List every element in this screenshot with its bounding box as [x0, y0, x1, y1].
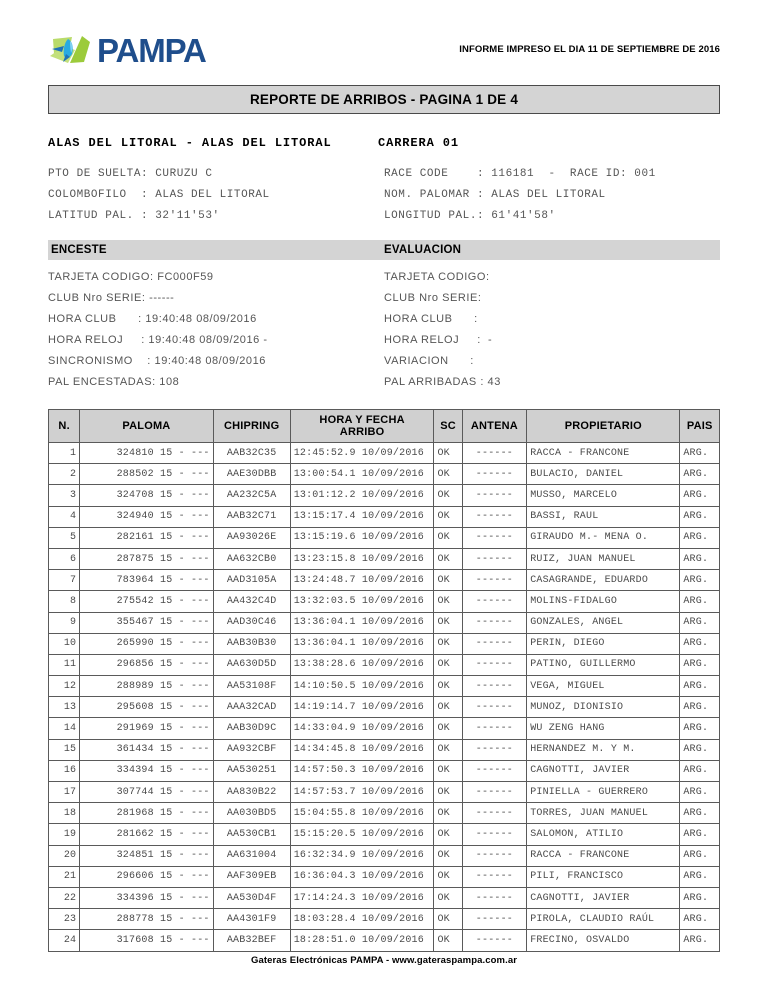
cell-pais: ARG.	[680, 676, 720, 697]
cell-antena: ------	[462, 443, 527, 464]
cell-hora-arribo: 14:10:50.5 10/09/2016	[290, 676, 434, 697]
cell-numero: 22	[49, 887, 80, 908]
cell-propietario: VEGA, MIGUEL	[527, 676, 680, 697]
cell-hora-arribo: 16:32:34.9 10/09/2016	[290, 845, 434, 866]
cell-paloma: 355467 15 - ---	[80, 612, 213, 633]
race-info-left-column	[48, 164, 384, 227]
column-header-hora-line1: HORA Y FECHA	[319, 414, 405, 426]
brand-logo	[48, 32, 206, 68]
cell-chipring: AAB32BEF	[213, 930, 290, 951]
cell-chipring: AAE30DBB	[213, 464, 290, 485]
enceste-column	[48, 267, 384, 393]
cell-pais: ARG.	[680, 570, 720, 591]
cell-pais: ARG.	[680, 443, 720, 464]
cell-numero: 24	[49, 930, 80, 951]
page-title: REPORTE DE ARRIBOS - PAGINA 1 DE 4	[249, 92, 519, 107]
cell-paloma: 324708 15 - ---	[80, 485, 213, 506]
race-info-row: LATITUD PAL. : 32'11'53'	[48, 210, 220, 222]
table-row	[49, 718, 720, 739]
table-row	[49, 803, 720, 824]
evaluacion-row: CLUB Nro SERIE:	[384, 292, 482, 304]
table-row	[49, 887, 720, 908]
cell-chipring: AAB30D9C	[213, 718, 290, 739]
cell-propietario: PERIN, DIEGO	[527, 633, 680, 654]
evaluacion-row: HORA CLUB :	[384, 313, 478, 325]
cell-hora-arribo: 17:14:24.3 10/09/2016	[290, 887, 434, 908]
cell-pais: ARG.	[680, 527, 720, 548]
race-info-row: LONGITUD PAL.: 61'41'58'	[384, 210, 556, 222]
cell-sc: OK	[434, 782, 462, 803]
cell-pais: ARG.	[680, 845, 720, 866]
table-row	[49, 548, 720, 569]
cell-chipring: AA93026E	[213, 527, 290, 548]
cell-paloma: 783964 15 - ---	[80, 570, 213, 591]
cell-antena: ------	[462, 676, 527, 697]
cell-hora-arribo: 13:36:04.1 10/09/2016	[290, 612, 434, 633]
cell-numero: 20	[49, 845, 80, 866]
table-row	[49, 760, 720, 781]
enceste-row: TARJETA CODIGO: FC000F59	[48, 271, 214, 283]
table-row	[49, 633, 720, 654]
cell-hora-arribo: 13:01:12.2 10/09/2016	[290, 485, 434, 506]
cell-chipring: AA232C5A	[213, 485, 290, 506]
table-row	[49, 570, 720, 591]
cell-chipring: AA53108F	[213, 676, 290, 697]
cell-chipring: AA830B22	[213, 782, 290, 803]
race-info-grid	[48, 164, 720, 227]
cell-propietario: BULACIO, DANIEL	[527, 464, 680, 485]
cell-numero: 11	[49, 654, 80, 675]
cell-chipring: AAD3105A	[213, 570, 290, 591]
cell-pais: ARG.	[680, 782, 720, 803]
page-footer	[0, 955, 768, 966]
column-header-hora-line2: ARRIBO	[339, 426, 385, 438]
table-row	[49, 930, 720, 951]
enceste-row: HORA RELOJ : 19:40:48 08/09/2016 -	[48, 334, 268, 346]
cell-numero: 16	[49, 760, 80, 781]
cell-antena: ------	[462, 654, 527, 675]
cell-paloma: 296606 15 - ---	[80, 866, 213, 887]
table-row	[49, 443, 720, 464]
cell-paloma: 288989 15 - ---	[80, 676, 213, 697]
table-row	[49, 676, 720, 697]
cell-paloma: 281968 15 - ---	[80, 803, 213, 824]
masthead	[48, 0, 720, 73]
cell-propietario: GIRAUDO M.- MENA O.	[527, 527, 680, 548]
cell-antena: ------	[462, 887, 527, 908]
cell-pais: ARG.	[680, 930, 720, 951]
cell-antena: ------	[462, 506, 527, 527]
cell-propietario: GONZALES, ANGEL	[527, 612, 680, 633]
table-row	[49, 866, 720, 887]
cell-propietario: WU ZENG HANG	[527, 718, 680, 739]
cell-sc: OK	[434, 506, 462, 527]
cell-chipring: AAA32CAD	[213, 697, 290, 718]
cell-numero: 3	[49, 485, 80, 506]
cell-chipring: AA630D5D	[213, 654, 290, 675]
cell-sc: OK	[434, 591, 462, 612]
cell-propietario: MUSSO, MARCELO	[527, 485, 680, 506]
cell-sc: OK	[434, 930, 462, 951]
cell-sc: OK	[434, 443, 462, 464]
cell-hora-arribo: 13:15:17.4 10/09/2016	[290, 506, 434, 527]
cell-hora-arribo: 18:28:51.0 10/09/2016	[290, 930, 434, 951]
arrivals-table	[48, 409, 720, 952]
evaluacion-row: PAL ARRIBADAS : 43	[384, 376, 501, 388]
cell-pais: ARG.	[680, 718, 720, 739]
cell-numero: 19	[49, 824, 80, 845]
cell-numero: 18	[49, 803, 80, 824]
cell-paloma: 265990 15 - ---	[80, 633, 213, 654]
cell-pais: ARG.	[680, 464, 720, 485]
race-info-row: PTO DE SUELTA: CURUZU C	[48, 168, 213, 180]
cell-hora-arribo: 15:04:55.8 10/09/2016	[290, 803, 434, 824]
cell-propietario: PATINO, GUILLERMO	[527, 654, 680, 675]
cell-pais: ARG.	[680, 866, 720, 887]
cell-numero: 7	[49, 570, 80, 591]
cell-numero: 12	[49, 676, 80, 697]
cell-antena: ------	[462, 464, 527, 485]
section-header-bar	[48, 240, 720, 260]
cell-propietario: CASAGRANDE, EDUARDO	[527, 570, 680, 591]
brand-name: PAMPA	[97, 31, 206, 69]
cell-hora-arribo: 13:23:15.8 10/09/2016	[290, 548, 434, 569]
cell-pais: ARG.	[680, 760, 720, 781]
cell-numero: 1	[49, 443, 80, 464]
cell-chipring: AAB32C71	[213, 506, 290, 527]
cell-chipring: AA631004	[213, 845, 290, 866]
arrivals-table-body	[49, 443, 720, 952]
cell-hora-arribo: 12:45:52.9 10/09/2016	[290, 443, 434, 464]
cell-antena: ------	[462, 591, 527, 612]
column-header-propietario: PROPIETARIO	[527, 410, 680, 443]
footer-text: Gateras Electrónicas PAMPA - www.gateraspampa.com.ar	[250, 955, 517, 966]
race-heading	[48, 136, 720, 150]
cell-sc: OK	[434, 697, 462, 718]
cell-propietario: RACCA - FRANCONE	[527, 443, 680, 464]
cell-propietario: PIROLA, CLAUDIO RAÚL	[527, 909, 680, 930]
column-header-hora-fecha-arribo	[290, 410, 434, 443]
cell-chipring: AA030BD5	[213, 803, 290, 824]
column-header-paloma: PALOMA	[80, 410, 213, 443]
cell-sc: OK	[434, 909, 462, 930]
cell-antena: ------	[462, 824, 527, 845]
cell-numero: 2	[49, 464, 80, 485]
cell-paloma: 288778 15 - ---	[80, 909, 213, 930]
enceste-row: HORA CLUB : 19:40:48 08/09/2016	[48, 313, 257, 325]
cell-chipring: AAD30C46	[213, 612, 290, 633]
table-row	[49, 845, 720, 866]
cell-numero: 5	[49, 527, 80, 548]
cell-propietario: HERNANDEZ M. Y M.	[527, 739, 680, 760]
cell-numero: 21	[49, 866, 80, 887]
cell-antena: ------	[462, 697, 527, 718]
cell-paloma: 287875 15 - ---	[80, 548, 213, 569]
cell-antena: ------	[462, 760, 527, 781]
cell-hora-arribo: 13:32:03.5 10/09/2016	[290, 591, 434, 612]
cell-chipring: AAB30B30	[213, 633, 290, 654]
evaluacion-row: VARIACION :	[384, 355, 474, 367]
cell-antena: ------	[462, 570, 527, 591]
cell-numero: 15	[49, 739, 80, 760]
section-details-grid	[48, 267, 720, 393]
cell-hora-arribo: 14:19:14.7 10/09/2016	[290, 697, 434, 718]
cell-pais: ARG.	[680, 612, 720, 633]
cell-pais: ARG.	[680, 654, 720, 675]
cell-chipring: AA530CB1	[213, 824, 290, 845]
cell-sc: OK	[434, 803, 462, 824]
cell-numero: 6	[49, 548, 80, 569]
cell-paloma: 282161 15 - ---	[80, 527, 213, 548]
cell-pais: ARG.	[680, 548, 720, 569]
cell-paloma: 288502 15 - ---	[80, 464, 213, 485]
cell-hora-arribo: 13:00:54.1 10/09/2016	[290, 464, 434, 485]
cell-propietario: SALOMON, ATILIO	[527, 824, 680, 845]
enceste-row: SINCRONISMO : 19:40:48 08/09/2016	[48, 355, 266, 367]
cell-sc: OK	[434, 527, 462, 548]
race-info	[48, 136, 720, 227]
cell-pais: ARG.	[680, 887, 720, 908]
cell-sc: OK	[434, 654, 462, 675]
cell-chipring: AA530251	[213, 760, 290, 781]
cell-numero: 17	[49, 782, 80, 803]
cell-paloma: 296856 15 - ---	[80, 654, 213, 675]
table-row	[49, 612, 720, 633]
table-row	[49, 506, 720, 527]
cell-antena: ------	[462, 548, 527, 569]
table-row	[49, 697, 720, 718]
race-info-row: RACE CODE : 116181 - RACE ID: 001	[384, 168, 656, 180]
cell-paloma: 361434 15 - ---	[80, 739, 213, 760]
cell-numero: 10	[49, 633, 80, 654]
table-row	[49, 782, 720, 803]
cell-propietario: BASSI, RAUL	[527, 506, 680, 527]
cell-pais: ARG.	[680, 739, 720, 760]
race-info-row: COLOMBOFILO : ALAS DEL LITORAL	[48, 189, 270, 201]
column-header-pais: PAIS	[680, 410, 720, 443]
enceste-row: PAL ENCESTADAS: 108	[48, 376, 180, 388]
cell-pais: ARG.	[680, 824, 720, 845]
cell-numero: 8	[49, 591, 80, 612]
cell-sc: OK	[434, 570, 462, 591]
cell-hora-arribo: 16:36:04.3 10/09/2016	[290, 866, 434, 887]
cell-hora-arribo: 14:57:53.7 10/09/2016	[290, 782, 434, 803]
cell-antena: ------	[462, 718, 527, 739]
cell-hora-arribo: 14:33:04.9 10/09/2016	[290, 718, 434, 739]
cell-numero: 14	[49, 718, 80, 739]
cell-pais: ARG.	[680, 485, 720, 506]
carrera-label: CARRERA 01	[378, 136, 460, 150]
cell-sc: OK	[434, 824, 462, 845]
cell-antena: ------	[462, 739, 527, 760]
cell-pais: ARG.	[680, 591, 720, 612]
column-header-numero: N.	[49, 410, 80, 443]
cell-propietario: TORRES, JUAN MANUEL	[527, 803, 680, 824]
cell-hora-arribo: 13:24:48.7 10/09/2016	[290, 570, 434, 591]
cell-hora-arribo: 15:15:20.5 10/09/2016	[290, 824, 434, 845]
cell-propietario: CAGNOTTI, JAVIER	[527, 760, 680, 781]
cell-chipring: AA632CB0	[213, 548, 290, 569]
cell-paloma: 334394 15 - ---	[80, 760, 213, 781]
cell-paloma: 334396 15 - ---	[80, 887, 213, 908]
evaluacion-column	[384, 267, 720, 393]
table-row	[49, 464, 720, 485]
cell-sc: OK	[434, 887, 462, 908]
table-row	[49, 909, 720, 930]
cell-paloma: 295608 15 - ---	[80, 697, 213, 718]
cell-sc: OK	[434, 633, 462, 654]
cell-paloma: 317608 15 - ---	[80, 930, 213, 951]
cell-chipring: AA432C4D	[213, 591, 290, 612]
cell-pais: ARG.	[680, 633, 720, 654]
cell-pais: ARG.	[680, 909, 720, 930]
table-row	[49, 824, 720, 845]
cell-chipring: AA530D4F	[213, 887, 290, 908]
cell-antena: ------	[462, 930, 527, 951]
cell-pais: ARG.	[680, 803, 720, 824]
evaluacion-row: HORA RELOJ : -	[384, 334, 493, 346]
table-row	[49, 485, 720, 506]
cell-numero: 4	[49, 506, 80, 527]
cell-paloma: 281662 15 - ---	[80, 824, 213, 845]
cell-propietario: RUIZ, JUAN MANUEL	[527, 548, 680, 569]
cell-paloma: 291969 15 - ---	[80, 718, 213, 739]
cell-pais: ARG.	[680, 697, 720, 718]
cell-paloma: 324810 15 - ---	[80, 443, 213, 464]
column-header-sc: SC	[434, 410, 462, 443]
column-header-antena: ANTENA	[462, 410, 527, 443]
cell-paloma: 324940 15 - ---	[80, 506, 213, 527]
cell-numero: 23	[49, 909, 80, 930]
cell-antena: ------	[462, 527, 527, 548]
cell-antena: ------	[462, 909, 527, 930]
cell-sc: OK	[434, 612, 462, 633]
table-row	[49, 527, 720, 548]
cell-hora-arribo: 13:15:19.6 10/09/2016	[290, 527, 434, 548]
cell-pais: ARG.	[680, 506, 720, 527]
cell-antena: ------	[462, 633, 527, 654]
cell-antena: ------	[462, 612, 527, 633]
cell-numero: 9	[49, 612, 80, 633]
cell-paloma: 324851 15 - ---	[80, 845, 213, 866]
report-title-bar	[48, 85, 720, 114]
section-label-evaluacion: EVALUACION	[384, 244, 462, 256]
cell-sc: OK	[434, 548, 462, 569]
table-row	[49, 591, 720, 612]
cell-chipring: AA4301F9	[213, 909, 290, 930]
club-pair-label: ALAS DEL LITORAL - ALAS DEL LITORAL	[48, 136, 332, 150]
cell-chipring: AA932CBF	[213, 739, 290, 760]
enceste-row: CLUB Nro SERIE: ------	[48, 292, 175, 304]
pigeon-logo-icon	[48, 32, 94, 68]
cell-hora-arribo: 14:34:45.8 10/09/2016	[290, 739, 434, 760]
cell-sc: OK	[434, 739, 462, 760]
race-info-right-column	[384, 164, 720, 227]
table-row	[49, 654, 720, 675]
cell-numero: 13	[49, 697, 80, 718]
cell-antena: ------	[462, 845, 527, 866]
cell-hora-arribo: 13:38:28.6 10/09/2016	[290, 654, 434, 675]
cell-sc: OK	[434, 866, 462, 887]
cell-propietario: MUNOZ, DIONISIO	[527, 697, 680, 718]
cell-sc: OK	[434, 845, 462, 866]
cell-propietario: FRECINO, OSVALDO	[527, 930, 680, 951]
cell-sc: OK	[434, 676, 462, 697]
cell-propietario: RACCA - FRANCONE	[527, 845, 680, 866]
cell-sc: OK	[434, 760, 462, 781]
cell-paloma: 307744 15 - ---	[80, 782, 213, 803]
cell-sc: OK	[434, 718, 462, 739]
cell-hora-arribo: 13:36:04.1 10/09/2016	[290, 633, 434, 654]
cell-paloma: 275542 15 - ---	[80, 591, 213, 612]
cell-antena: ------	[462, 782, 527, 803]
cell-propietario: PINIELLA - GUERRERO	[527, 782, 680, 803]
evaluacion-row: TARJETA CODIGO:	[384, 271, 490, 283]
cell-hora-arribo: 14:57:50.3 10/09/2016	[290, 760, 434, 781]
cell-antena: ------	[462, 803, 527, 824]
section-label-enceste: ENCESTE	[51, 244, 107, 256]
cell-sc: OK	[434, 485, 462, 506]
cell-sc: OK	[434, 464, 462, 485]
cell-antena: ------	[462, 866, 527, 887]
table-header-row	[49, 410, 720, 443]
cell-chipring: AAB32C35	[213, 443, 290, 464]
cell-antena: ------	[462, 485, 527, 506]
cell-hora-arribo: 18:03:28.4 10/09/2016	[290, 909, 434, 930]
print-date-line: INFORME IMPRESO EL DIA 11 DE SEPTIEMBRE DE 2016	[459, 43, 720, 55]
cell-propietario: MOLINS-FIDALGO	[527, 591, 680, 612]
column-header-chipring: CHIPRING	[213, 410, 290, 443]
cell-chipring: AAF309EB	[213, 866, 290, 887]
cell-propietario: CAGNOTTI, JAVIER	[527, 887, 680, 908]
cell-propietario: PILI, FRANCISCO	[527, 866, 680, 887]
table-row	[49, 739, 720, 760]
race-info-row: NOM. PALOMAR : ALAS DEL LITORAL	[384, 189, 606, 201]
